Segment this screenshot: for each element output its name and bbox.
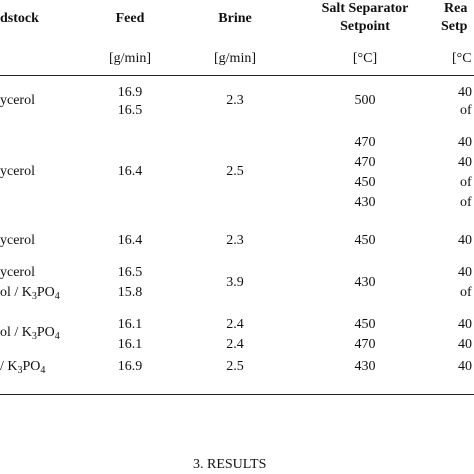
row4-feedstock-b-sub2: 4: [54, 291, 60, 302]
row3-reactor: 40: [458, 233, 472, 248]
row6-feed: 16.9: [117, 359, 143, 374]
row1-brine: 2.3: [226, 93, 244, 108]
header-reactor-line2: Setp: [441, 19, 468, 34]
row4-feed-a: 16.5: [117, 265, 143, 280]
row2-saltsep-b: 470: [354, 155, 376, 170]
row1-saltsep: 500: [354, 93, 376, 108]
row6-feedstock-sub1: 3: [17, 365, 23, 376]
header-feed: Feed: [115, 11, 145, 26]
row5-feedstock-sub2: 4: [54, 331, 60, 342]
row2-saltsep-c: 450: [354, 175, 376, 190]
row5-brine-b: 2.4: [226, 337, 244, 352]
row2-feed: 16.4: [117, 164, 143, 179]
row4-reactor-b: of: [460, 285, 472, 300]
row3-saltsep: 450: [354, 233, 376, 248]
row1-reactor-a: 40: [458, 85, 472, 100]
row4-feedstock-b: [0, 284, 60, 303]
row2-saltsep-d: 430: [354, 195, 376, 210]
section-heading: 3. RESULTS: [193, 457, 267, 472]
row6-saltsep: 430: [354, 359, 376, 374]
row5-reactor-b: 40: [458, 337, 472, 352]
row4-saltsep: 430: [354, 275, 376, 290]
row1-feed-b: 16.5: [117, 103, 143, 118]
header-feedstock: dstock: [0, 11, 39, 26]
header-brine: Brine: [218, 11, 252, 26]
header-salt-separator-line2: Setpoint: [340, 19, 390, 34]
row6-brine: 2.5: [226, 359, 244, 374]
row5-saltsep-a: 450: [354, 317, 376, 332]
row5-feedstock: [0, 324, 60, 343]
row5-feed-b: 16.1: [117, 337, 143, 352]
units-brine: [g/min]: [214, 51, 256, 66]
row4-reactor-a: 40: [458, 265, 472, 280]
row6-feedstock-po: PO: [22, 359, 41, 374]
row6-feedstock: [0, 358, 45, 377]
row3-brine: 2.3: [226, 233, 244, 248]
row4-feed-b: 15.8: [117, 285, 143, 300]
header-rule: [0, 75, 474, 76]
row2-reactor-a: 40: [458, 135, 472, 150]
row4-feedstock-a: ycerol: [0, 265, 35, 280]
row5-reactor-a: 40: [458, 317, 472, 332]
row6-reactor: 40: [458, 359, 472, 374]
table-bottom-rule: [0, 394, 474, 395]
row2-reactor-d: of: [460, 195, 472, 210]
row1-feed-a: 16.9: [117, 85, 143, 100]
row2-feedstock: ycerol: [0, 164, 35, 179]
row2-reactor-b: 40: [458, 155, 472, 170]
row5-feed-a: 16.1: [117, 317, 143, 332]
row2-saltsep-a: 470: [354, 135, 376, 150]
row6-feedstock-sub2: 4: [40, 365, 46, 376]
row3-feedstock: ycerol: [0, 233, 35, 248]
units-salt-separator: [°C]: [352, 51, 378, 66]
row5-saltsep-b: 470: [354, 337, 376, 352]
header-reactor-line1: Rea: [444, 1, 468, 16]
row5-brine-a: 2.4: [226, 317, 244, 332]
row4-feedstock-b-text: ol / K: [0, 285, 32, 300]
row6-feedstock-text: / K: [0, 359, 18, 374]
row3-feed: 16.4: [117, 233, 143, 248]
row5-feedstock-po: PO: [36, 325, 55, 340]
row1-reactor-b: of: [460, 103, 472, 118]
row2-brine: 2.5: [226, 164, 244, 179]
units-feed: [g/min]: [109, 51, 151, 66]
row4-brine: 3.9: [226, 275, 244, 290]
row1-feedstock: ycerol: [0, 93, 35, 108]
row4-feedstock-b-sub1: 3: [31, 291, 37, 302]
row5-feedstock-sub1: 3: [31, 331, 37, 342]
header-salt-separator-line1: Salt Separator: [321, 1, 409, 16]
units-reactor: [°C: [452, 51, 472, 66]
row4-feedstock-b-po: PO: [36, 285, 55, 300]
row2-reactor-c: of: [460, 175, 472, 190]
row5-feedstock-text: ol / K: [0, 325, 32, 340]
